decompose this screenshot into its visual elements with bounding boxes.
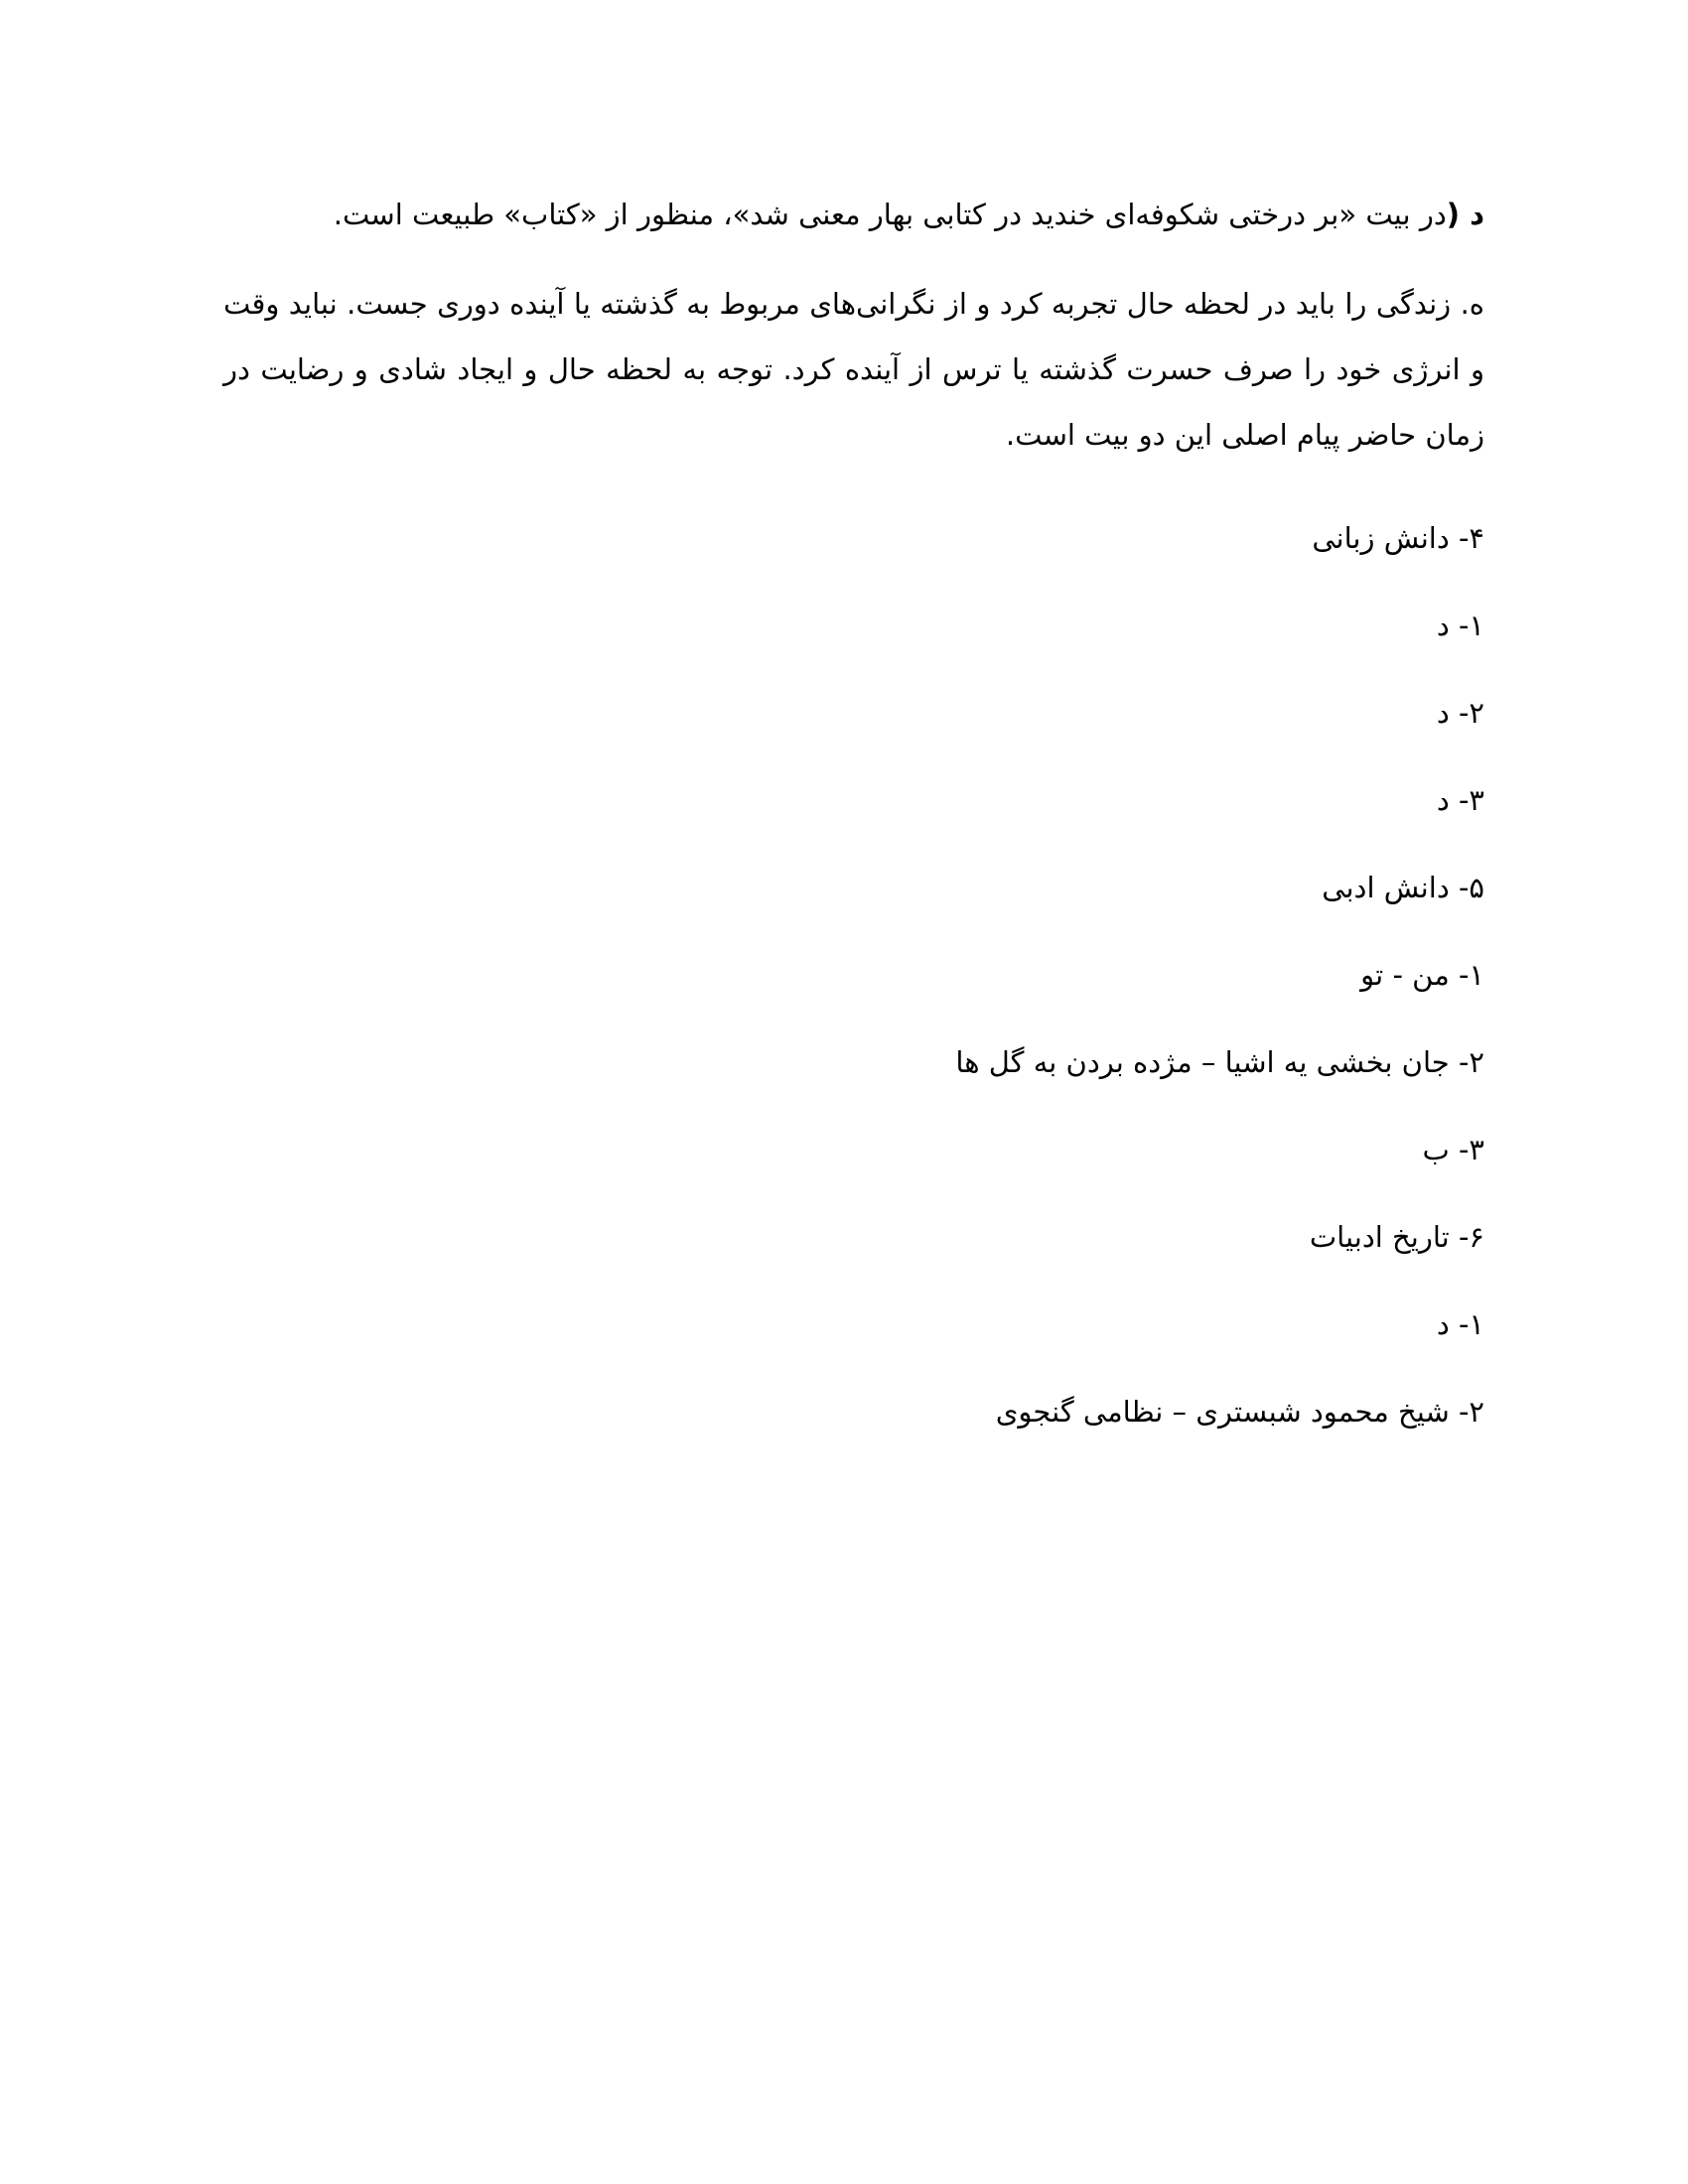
section-heading-literary-history: ۶- تاریخ ادبیات [1309, 1219, 1484, 1254]
list-item: ۱- من - تو [1360, 957, 1484, 992]
answer-d-label: د ( [1446, 198, 1484, 231]
list-item: ۲- جان بخشی یه اشیا – مژده بردن به گل ها [955, 1044, 1484, 1079]
list-item: ۱- د [1436, 608, 1484, 642]
answer-h-paragraph: ه. زندگی را باید در لحظه حال تجربه کرد و از نگرانی‌های مربوط به گذشته یا آینده دوری جست. نباید وقت و انرژی خود را صرف حسرت گذشته یا ترس از آینده کرد. توجه به لحظه حال و ایجاد شادی و رضایت در زمان حاضر پیام اصلی این دو بیت است. [223, 286, 1484, 452]
list-item: ۳- ب [1422, 1132, 1484, 1166]
document-page [223, 194, 1484, 1456]
answer-d-line [223, 194, 1484, 237]
answer-h-block [223, 271, 1484, 468]
answer-d-text: در بیت «بر درختی شکوفه‌ای خندید در کتابی بهار معنی شد»، منظور از «کتاب» طبیعت است. [333, 198, 1447, 231]
list-item: ۲- شیخ محمود شبستری – نظامی گنجوی [995, 1394, 1484, 1429]
section-heading-literary-knowledge: ۵- دانش ادبی [1322, 870, 1484, 904]
section-heading-language-knowledge: ۴- دانش زبانی [1312, 520, 1484, 555]
list-item: ۳- د [1436, 782, 1484, 817]
list-item: ۱- د [1436, 1306, 1484, 1341]
list-item: ۲- د [1436, 695, 1484, 730]
